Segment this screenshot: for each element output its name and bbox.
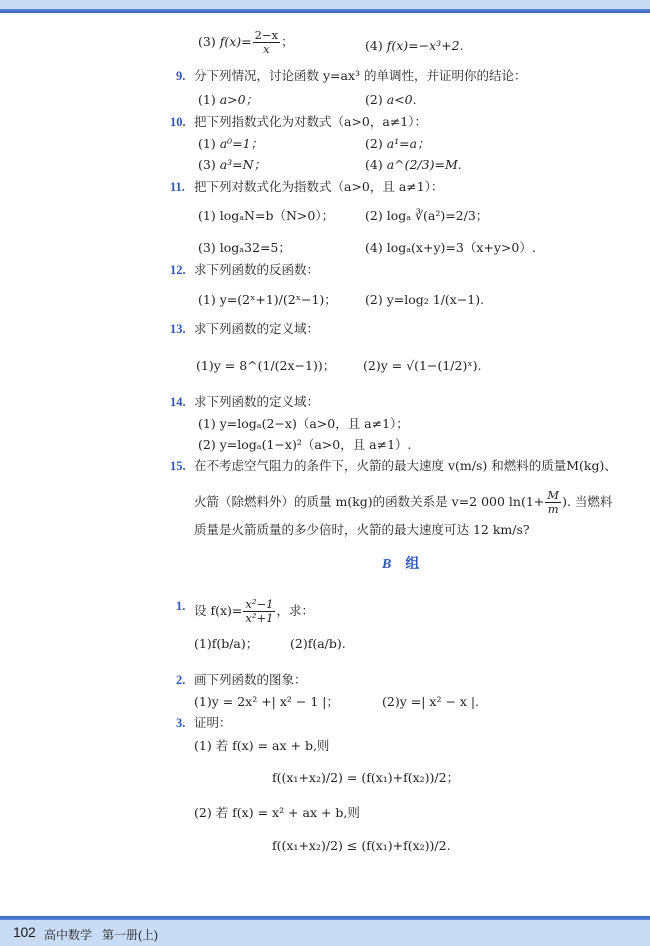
part-label: (2) [382, 694, 400, 709]
q8-part3 [198, 29, 294, 56]
expression: logₐ ∛(a²)=2/3； [386, 208, 489, 223]
text-segment: 火箭（除燃料外）的质量 m(kg)的函数关系是 v=2 000 ln(1+ [194, 494, 545, 509]
expression: logₐ(x+y)=3（x+y>0）. [386, 240, 536, 255]
part-label: (2) [365, 92, 383, 107]
section-letter: B [382, 557, 392, 572]
given: 若 f(x) = ax + b,则 [215, 738, 330, 753]
question-text-line2 [194, 489, 612, 516]
part-label: (1) [194, 694, 212, 709]
q9-part1 [198, 92, 258, 108]
part-label: (4) [365, 157, 383, 172]
b2-part1 [194, 694, 339, 710]
expression: logₐN=b（N>0）； [219, 208, 335, 223]
expression: y=(2ˣ+1)/(2ˣ−1)； [219, 292, 337, 307]
given: 若 f(x) = x² + ax + b,则 [215, 805, 360, 820]
numerator: x²−1 [245, 597, 274, 611]
expression: a<0. [386, 92, 417, 107]
expression: f(b/a)； [211, 636, 259, 651]
fraction [545, 489, 561, 516]
question-text: 分下列情况，讨论函数 y=ax³ 的单调性，并证明你的结论： [194, 68, 527, 83]
part-label: (4) [365, 240, 383, 255]
expression: a⁰=1； [219, 136, 264, 151]
question-text [194, 598, 314, 625]
expression: a¹=a； [386, 136, 430, 151]
question-number: 1. [176, 599, 186, 613]
question-text: 求下列函数的定义域： [194, 321, 320, 336]
b3-part2-given [194, 805, 360, 821]
part-label: (3) [198, 34, 216, 49]
part-label: (2) [365, 208, 383, 223]
q10-part4 [365, 157, 462, 173]
q11-part1 [198, 208, 334, 224]
q13-part1 [196, 358, 335, 374]
question-number: 12. [170, 263, 186, 277]
book-name: 高中数学 [44, 928, 93, 942]
b1-part1 [194, 636, 258, 652]
header-rule [0, 9, 650, 13]
q10-part2 [365, 136, 430, 152]
text-segment: 设 f(x)= [194, 603, 243, 618]
part-label: (1) [198, 292, 216, 307]
part-label: (1) [194, 738, 212, 753]
q14-part2 [198, 437, 412, 453]
book-title [44, 926, 168, 943]
expression: y=log₂ 1/(x−1). [386, 292, 485, 307]
expression: a^(2/3)=M. [386, 157, 462, 172]
q12-part2 [365, 292, 484, 308]
page-number: 102 [13, 924, 36, 940]
question-number: 10. [170, 115, 186, 129]
expression: f(a/b). [307, 636, 346, 651]
question-text-line1: 在不考虑空气阻力的条件下，火箭的最大速度 v(m/s) 和燃料的质量M(kg)、 [194, 458, 617, 473]
text-segment: ). 当燃料 [562, 494, 613, 509]
q10-part1 [198, 136, 263, 152]
q8-part4 [365, 38, 464, 54]
b1-part2 [290, 636, 346, 652]
part-label: (2) [194, 805, 212, 820]
part-label: (2) [198, 437, 216, 452]
question-text: 求下列函数的定义域： [194, 394, 320, 409]
q11-part2 [365, 208, 488, 224]
section-heading-b [382, 553, 419, 573]
book-volume: 第一册(上) [102, 928, 159, 942]
expr-prefix: f(x)= [219, 34, 252, 49]
expression: y = 2x² +| x² − 1 |； [211, 694, 339, 709]
b3-part1-given [194, 738, 329, 754]
b3-part2-claim: f((x₁+x₂)/2) ≤ (f(x₁)+f(x₂))/2. [272, 838, 451, 853]
fraction [253, 29, 280, 56]
question-number: 3. [176, 716, 186, 730]
denominator: m [547, 502, 559, 516]
part-label: (1) [198, 416, 216, 431]
q13-part2 [363, 358, 482, 374]
part-label: (1) [198, 92, 216, 107]
expression: y =| x² − x |. [399, 694, 480, 709]
part-label: (3) [198, 157, 216, 172]
expression: y = 8^(1/(2x−1))； [213, 358, 336, 373]
q11-part4 [365, 240, 536, 256]
expression: y=logₐ(2−x)（a>0，且 a≠1）； [219, 416, 409, 431]
part-label: (1) [194, 636, 212, 651]
question-text: 把下列指数式化为对数式（a>0，a≠1）： [194, 114, 428, 129]
numerator: M [547, 488, 560, 502]
part-label: (2) [365, 292, 383, 307]
part-label: (1) [196, 358, 214, 373]
expression: f(x)=−x³+2. [386, 38, 464, 53]
part-label: (4) [365, 38, 383, 53]
question-text: 求下列函数的反函数： [194, 262, 320, 277]
denominator: x [263, 42, 270, 56]
question-number: 14. [170, 395, 186, 409]
expression: a>0； [219, 92, 259, 107]
expression: logₐ32=5； [219, 240, 291, 255]
q14-part1 [198, 416, 409, 432]
q9-part2 [365, 92, 417, 108]
question-text-line3: 质量是火箭质量的多少倍时，火箭的最大速度可达 12 km/s? [194, 522, 530, 537]
part-label: (3) [198, 240, 216, 255]
question-number: 15. [170, 459, 186, 473]
fraction [243, 598, 275, 625]
question-text: 证明： [194, 715, 232, 730]
question-number: 9. [176, 69, 186, 83]
question-number: 13. [170, 322, 186, 336]
part-label: (1) [198, 208, 216, 223]
header-band [0, 0, 650, 9]
question-text: 画下列函数的图象： [194, 672, 307, 687]
b2-part2 [382, 694, 479, 710]
question-number: 2. [176, 673, 186, 687]
q12-part1 [198, 292, 337, 308]
punct: ； [281, 34, 294, 49]
section-word: 组 [405, 556, 420, 572]
part-label: (2) [363, 358, 381, 373]
expression: y = √(1−(1/2)ˣ). [380, 358, 482, 373]
part-label: (2) [290, 636, 308, 651]
question-text: 把下列对数式化为指数式（a>0，且 a≠1）： [194, 179, 444, 194]
denominator: x²+1 [245, 611, 274, 625]
question-number: 11. [170, 180, 185, 194]
b3-part1-claim: f((x₁+x₂)/2) = (f(x₁)+f(x₂))/2； [272, 770, 460, 785]
q10-part3 [198, 157, 266, 173]
expression: a³=N； [219, 157, 267, 172]
text-segment: ，求： [276, 603, 314, 618]
numerator: 2−x [254, 28, 279, 42]
part-label: (2) [365, 136, 383, 151]
expression: y=logₐ(1−x)²（a>0，且 a≠1）. [219, 437, 412, 452]
part-label: (1) [198, 136, 216, 151]
q11-part3 [198, 240, 291, 256]
